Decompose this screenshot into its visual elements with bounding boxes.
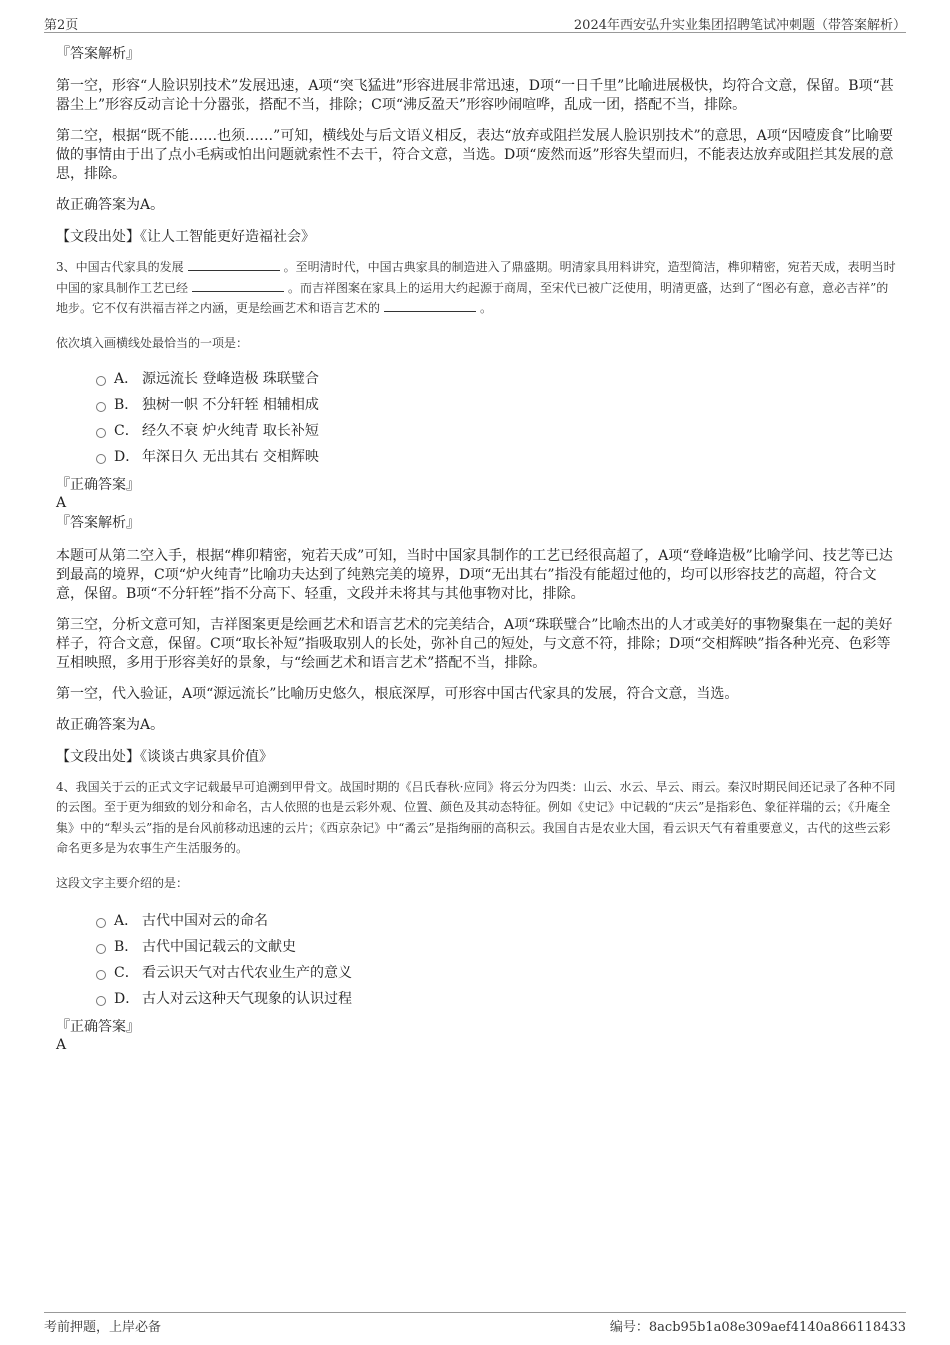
q3-correct-answer: A: [56, 494, 67, 511]
footer-motto: 考前押题，上岸必备: [44, 1320, 162, 1335]
page-content: [56, 44, 896, 1054]
q3-option-a[interactable]: A． 源远流长 登峰造极 珠联璧合: [56, 366, 896, 392]
fill-blank-2: [192, 280, 284, 292]
analysis-label: 『答案解析』: [56, 514, 140, 531]
q2-source: [56, 227, 896, 247]
q4-option-d[interactable]: D． 古人对云这种天气现象的认识过程: [56, 986, 896, 1012]
q4-option-b[interactable]: B． 古代中国记载云的文献史: [56, 934, 896, 960]
q4-option-a[interactable]: A． 古代中国对云的命名: [56, 908, 896, 934]
serial-number: 8acb95b1a08e309aef4140a866118433: [648, 1320, 906, 1335]
correct-answer-label: 『正确答案』: [56, 476, 140, 493]
radio-button-icon[interactable]: [96, 996, 106, 1006]
q2-conclusion: 故正确答案为A。: [56, 197, 165, 213]
q3-option-b[interactable]: B． 独树一帜 不分轩轾 相辅相成: [56, 392, 896, 418]
q3-option-c[interactable]: C． 经久不衰 炉火纯青 取长补短: [56, 418, 896, 444]
radio-button-icon[interactable]: [96, 454, 106, 464]
q3-conclusion: 故正确答案为A。: [56, 716, 165, 733]
source-label: 【文段出处】: [56, 748, 140, 765]
q3-analysis-p1: 本题可从第二空入手，根据“榫卯精密，宛若天成”可知，当时中国家具制作的工艺已经很高超了，A项“登峰造极”比喻学问、技艺等已达到最高的境界，C项“炉火纯青”比喻功夫达到了纯熟完美的境界，D项“无出其右”指没有能超过他的，均可以形容技艺的高超，符合文意，保留。B项“不分轩轾”指不分高下、轻重，文段并未将其与其他事物对比，排除。: [56, 547, 893, 602]
q3-prompt: 依次填入画横线处最恰当的一项是：: [56, 335, 249, 350]
q3-stem: 3、中国古代家具的发展 。至明清时代，中国古典家具的制造进入了鼎盛期。明清家具用料讲究，造型简洁，榫卯精密，宛若天成，表明当时中国的家具制作工艺已经 。而吉祥图案在家具上的运用大约起源于商周，至宋代已被广泛使用，明清更盛，达到了“图必有意，意必吉祥”的地步。它不仅有洪福吉祥之内涵，更是绘画艺术和语言艺术的 。: [56, 260, 896, 315]
q4-options: [56, 908, 896, 1012]
q2-analysis-p2: 第二空，根据“既不能……也须……”可知，横线处与后文语义相反，表达“放弃或阻拦发展人脸识别技术”的意思，A项“因噎废食”比喻要做的事情由于出了点小毛病或怕出问题就索性不去干，符合文意，当选。D项“废然而返”形容失望而归，不能表达放弃或阻拦其发展的意思，排除。: [56, 128, 894, 182]
q3-analysis-p3: 第一空，代入验证，A项“源远流长”比喻历史悠久，根底深厚，可形容中国古代家具的发展，符合文意，当选。: [56, 685, 739, 702]
source-label: 【文段出处】: [56, 229, 140, 245]
fill-blank-1: [188, 259, 280, 271]
q3-source: [56, 747, 896, 767]
q4-stem: 4、我国关于云的正式文字记载最早可追溯到甲骨文。战国时期的《吕氏春秋·应同》将云分为四类：山云、水云、旱云、雨云。秦汉时期民间还记录了各种不同的云图。至于更为细致的划分和命名，古人依照的也是云彩外观、位置、颜色及其动态特征。例如《史记》中记载的“庆云”是指彩色、象征祥瑞的云；《升庵全集》中的“犁头云”指的是台风前移动迅速的云片；《西京杂记》中“矞云”是指绚丽的高积云。我国自古是农业大国，看云识天气有着重要意义，古代的这些云彩命名更多是为农事生产生活服务的。: [56, 779, 896, 855]
analysis-label: 『答案解析』: [56, 46, 140, 62]
source-title: 《谈谈古典家具价值》: [140, 748, 273, 765]
fill-blank-3: [384, 300, 476, 312]
q4-correct-answer: A: [56, 1036, 67, 1053]
q2-analysis-p1: 第一空，形容“人脸识别技术”发展迅速，A项“突飞猛进”形容进展非常迅速，D项“一日千里”比喻进展极快，均符合文意，保留。B项“甚嚣尘上”形容反动言论十分嚣张，搭配不当，排除；C项“沸反盈天”形容吵闹喧哗，乱成一团，搭配不当，排除。: [56, 78, 894, 113]
radio-button-icon[interactable]: [96, 918, 106, 928]
radio-button-icon[interactable]: [96, 944, 106, 954]
radio-button-icon[interactable]: [96, 428, 106, 438]
q4-option-c[interactable]: C． 看云识天气对古代农业生产的意义: [56, 960, 896, 986]
page-number: 第2页: [44, 18, 79, 33]
footer-serial: 编号：8acb95b1a08e309aef4140a866118433: [609, 1320, 906, 1335]
radio-button-icon[interactable]: [96, 970, 106, 980]
page-footer: [44, 1312, 906, 1333]
radio-button-icon[interactable]: [96, 376, 106, 386]
source-title: 《让人工智能更好造福社会》: [140, 229, 315, 245]
page-header: [44, 12, 906, 33]
q3-options: [56, 366, 896, 470]
q4-prompt: 这段文字主要介绍的是：: [56, 875, 189, 890]
q3-option-d[interactable]: D． 年深日久 无出其右 交相辉映: [56, 444, 896, 470]
radio-button-icon[interactable]: [96, 402, 106, 412]
correct-answer-label: 『正确答案』: [56, 1018, 140, 1035]
document-title: 2024年西安弘升实业集团招聘笔试冲刺题（带答案解析）: [573, 18, 906, 33]
q3-analysis-p2: 第三空，分析文意可知，吉祥图案更是绘画艺术和语言艺术的完美结合，A项“珠联璧合”比喻杰出的人才或美好的事物聚集在一起的美好样子，符合文意，保留。C项“取长补短”指吸取别人的长处，弥补自己的短处，与文意不符，排除；D项“交相辉映”指各种光亮、色彩等互相映照，多用于形容美好的景象，与“绘画艺术和语言艺术”搭配不当，排除。: [56, 616, 893, 671]
